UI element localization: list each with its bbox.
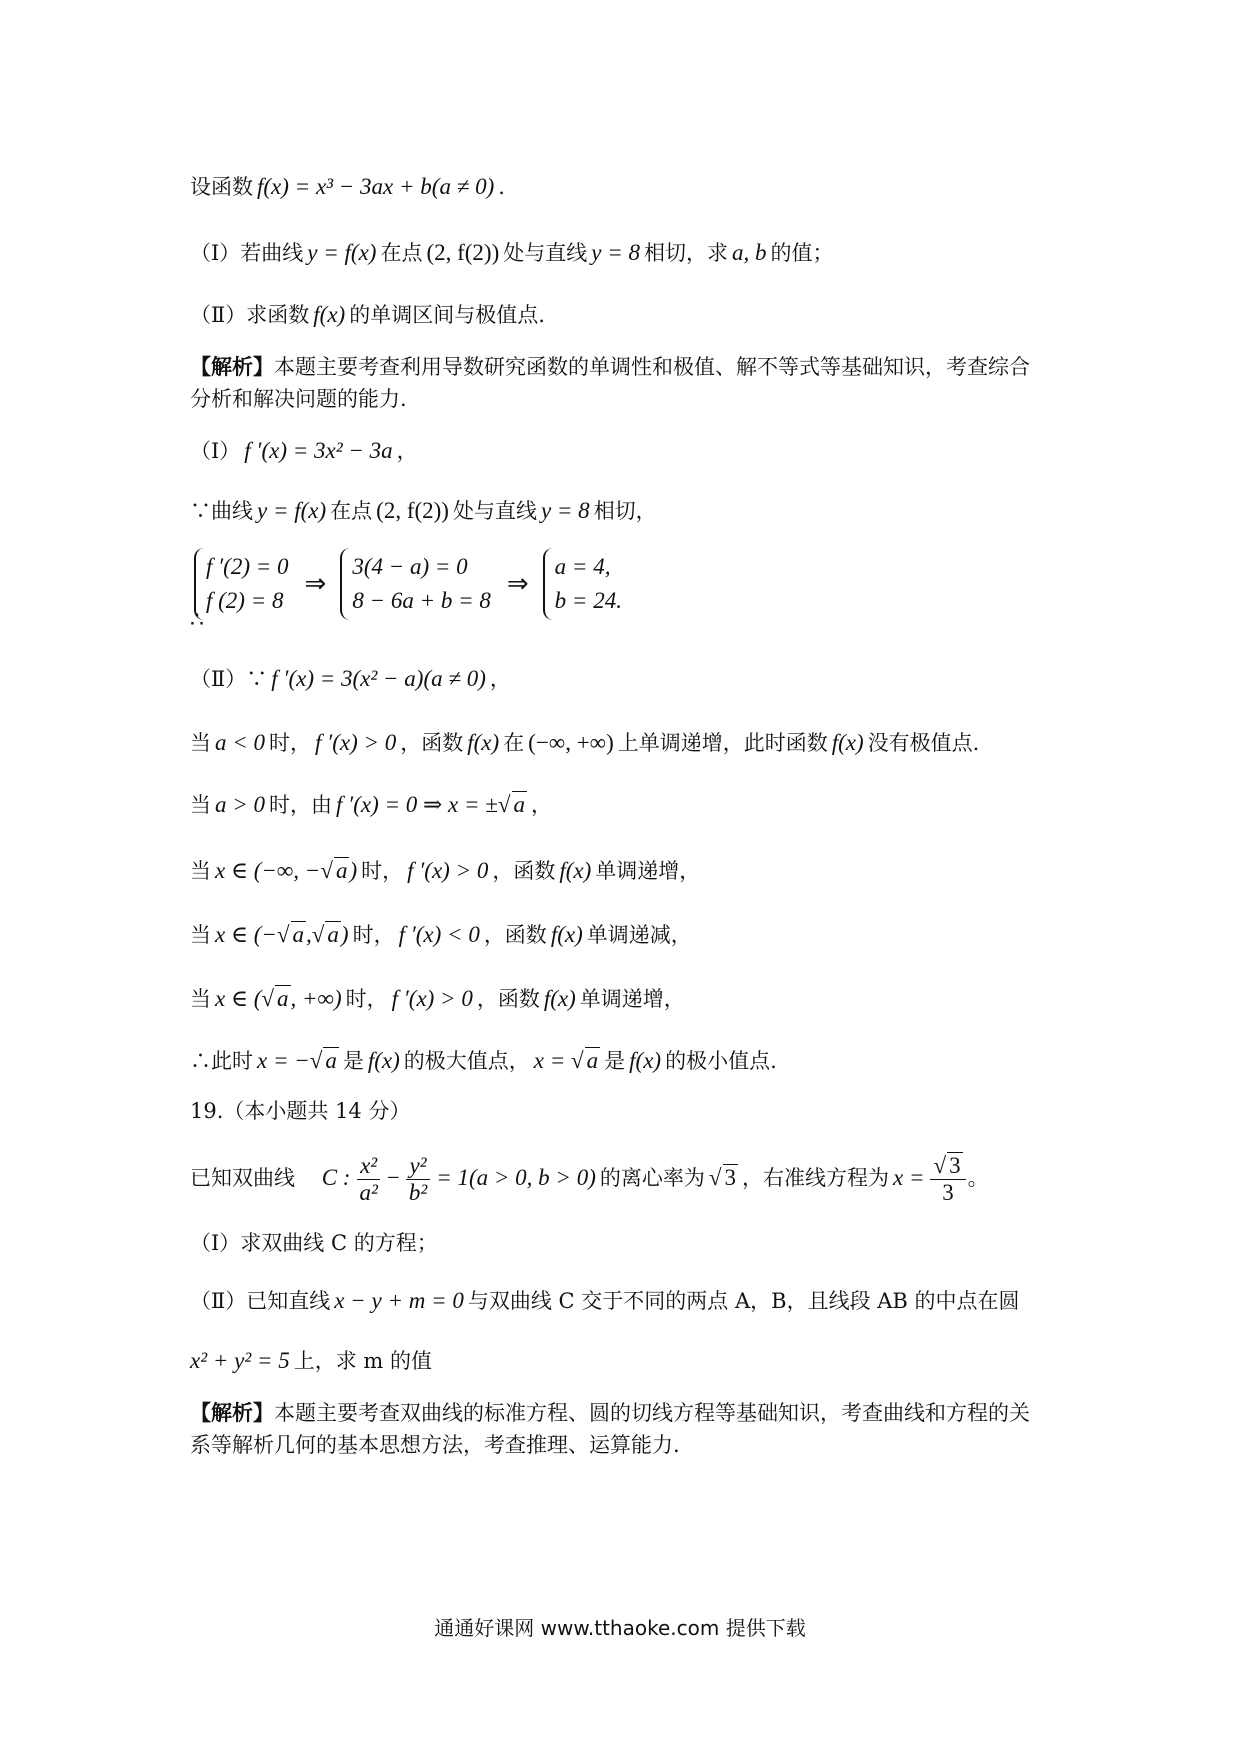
text: 分析和解决问题的能力. [190, 387, 407, 411]
text: 的离心率为 [599, 1166, 705, 1190]
formula: f ′(x) = 3x² − 3a [244, 438, 393, 463]
equation: b = 24. [554, 588, 622, 613]
text: 相切， [593, 499, 657, 523]
formula: f ′(x) > 0 [391, 986, 473, 1011]
formula: f(x) [467, 730, 500, 755]
formula: y = 8 [591, 240, 640, 265]
text: 是 [342, 1049, 364, 1073]
case-a-negative [190, 728, 1050, 758]
sqrt-arg: a [277, 986, 289, 1011]
text: （Ⅰ） [190, 439, 241, 463]
formula: x² + y² = 5 [190, 1348, 290, 1373]
equation: a = 4, [554, 554, 611, 579]
formula: (2, f(2)) [376, 498, 449, 523]
text: 的极大值点， [403, 1049, 530, 1073]
text: （Ⅰ）求双曲线 C 的方程； [190, 1231, 438, 1255]
equation-system [190, 548, 628, 620]
text: 处与直线 [452, 499, 537, 523]
formula: f(x) [559, 858, 592, 883]
text: 单调递增， [595, 859, 701, 883]
equation: 3(4 − a) = 0 [352, 554, 468, 579]
sqrt-arg: 3 [949, 1153, 961, 1178]
text: 时， [352, 923, 395, 947]
text: 时， [361, 859, 404, 883]
formula: ) [349, 858, 358, 883]
formula: f ′(x) = 3(x² − a)(a ≠ 0) [271, 666, 486, 691]
text: ，函数 [492, 859, 556, 883]
implies-symbol: ⇒ [304, 569, 327, 598]
fraction [356, 1153, 380, 1206]
text: 已知双曲线 [190, 1166, 295, 1190]
text: 的值； [770, 241, 834, 265]
formula: x ∈ ( [215, 986, 262, 1011]
formula: y = f(x) [307, 240, 377, 265]
formula: x ∈ (− [215, 922, 277, 947]
text: （Ⅰ）若曲线 [190, 241, 304, 265]
case-a-positive: 当 a > 0 时，由 f ′(x) = 0 ⇒ x = ±√ a ， [190, 792, 552, 817]
formula: a < 0 [215, 730, 266, 755]
formula: f(x) [543, 986, 576, 1011]
fraction: $\frac{√ 3}{3}$ [930, 1153, 965, 1206]
formula: = 1(a > 0, b > 0) [436, 1165, 596, 1190]
text: 。 [967, 1166, 989, 1190]
text: ∴此时 [190, 1049, 253, 1073]
text: （Ⅱ）求函数 [190, 303, 310, 327]
formula: x = − [257, 1048, 310, 1073]
formula: (2, f(2)) [426, 240, 500, 265]
text: 系等解析几何的基本思想方法，考查推理、运算能力. [190, 1433, 680, 1457]
text: 本题主要考查双曲线的标准方程、圆的切线方程等基础知识，考查曲线和方程的关 [274, 1401, 1030, 1425]
interval-3: 当 x ∈ (√ a, +∞) 时， f ′(x) > 0 ，函数 f(x) 单调递增， [190, 986, 685, 1011]
system-2 [340, 548, 491, 620]
sqrt-arg: a [335, 858, 348, 883]
text: 当 [190, 923, 211, 947]
conclusion-line: ∴此时 x = −√ a 是 f(x) 的极大值点， x = √ a 是 f(x) 的极小值点. [190, 1048, 777, 1073]
formula: f(x) [831, 730, 864, 755]
text: 设函数 [190, 175, 253, 199]
text: 本题主要考查利用导数研究函数的单调性和极值、解不等式等基础知识，考查综合 [274, 355, 1030, 379]
formula: a, b [731, 240, 767, 265]
formula: f ′(x) > 0 [315, 730, 397, 755]
text: 当 [190, 987, 211, 1011]
problem-intro [190, 172, 1050, 202]
denominator: a² [359, 1180, 378, 1205]
formula: − [386, 1165, 400, 1190]
interval-2: 当 x ∈ (−√ a,√ a) 时， f ′(x) < 0 ，函数 f(x) 单调递减， [190, 922, 692, 947]
sqrt-arg: a [325, 1048, 337, 1073]
formula: x = [893, 1165, 925, 1190]
page-footer: 通通好课网 www.tthaoke.com 提供下载 [434, 1616, 806, 1640]
formula: y = 8 [540, 498, 590, 523]
sqrt-arg: a [513, 792, 525, 817]
because-line [190, 496, 1050, 526]
therefore-symbol: ∴ [190, 608, 204, 633]
text: 19.（本小题共 14 分） [190, 1099, 411, 1123]
implies-symbol: ⇒ [506, 569, 529, 598]
problem19-analysis-2 [190, 1430, 1050, 1460]
problem19-circle [190, 1346, 1050, 1376]
analysis-line-1 [190, 352, 1050, 382]
problem-part2 [190, 300, 1050, 330]
text: ， [396, 439, 418, 463]
equation: f (2) = 8 [206, 588, 284, 613]
text: 的单调区间与极值点. [349, 303, 545, 327]
text: ，函数 [476, 987, 540, 1011]
system-1 [194, 548, 289, 620]
text: 单调递减， [586, 923, 692, 947]
problem-part1 [190, 238, 1050, 268]
text: . [498, 175, 505, 199]
denominator: b² [408, 1180, 428, 1205]
text: ， [531, 793, 552, 817]
formula: x − y + m = 0 [334, 1288, 464, 1313]
formula: f(x) [629, 1048, 662, 1073]
text: ， [489, 667, 511, 691]
text: ∵曲线 [190, 499, 253, 523]
system-3 [543, 548, 622, 620]
formula: x = [533, 1048, 572, 1073]
analysis-tag: 【解析】 [190, 1400, 274, 1425]
text: ，函数 [483, 923, 547, 947]
analysis-line-2 [190, 384, 1050, 414]
analysis-tag: 【解析】 [190, 354, 274, 379]
text: 时， [345, 987, 388, 1011]
formula: x ∈ (−∞, − [215, 858, 321, 883]
solution-part1 [190, 436, 1050, 466]
formula: y = f(x) [257, 498, 327, 523]
equation: f ′(2) = 0 [206, 554, 289, 579]
formula: f(x) [313, 302, 346, 327]
text: 时，由 [269, 793, 333, 817]
formula: (−∞, +∞) [528, 730, 614, 755]
text: 上，求 m 的值 [293, 1349, 433, 1373]
formula: f(x) [367, 1048, 400, 1073]
denominator: 3 [942, 1180, 954, 1205]
formula: , [306, 922, 312, 947]
formula: f ′(x) > 0 [407, 858, 489, 883]
sqrt-arg: a [586, 1048, 599, 1073]
formula: f(x) = x³ − 3ax + b(a ≠ 0) [257, 174, 495, 199]
problem19-part2 [190, 1286, 1050, 1316]
text: （Ⅱ）∵ [190, 667, 268, 691]
interval-1: 当 x ∈ (−∞, −√ a) 时， f ′(x) > 0 ，函数 f(x) 单调递增， [190, 858, 701, 883]
numerator: y² [406, 1153, 429, 1180]
problem19-header [190, 1096, 1050, 1126]
problem19-part1 [190, 1228, 1050, 1258]
text: 相切，求 [643, 241, 728, 265]
problem19-analysis-1 [190, 1398, 1050, 1428]
equation: 8 − 6a + b = 8 [352, 588, 491, 613]
formula: C : [321, 1165, 351, 1190]
sqrt-arg: a [327, 922, 339, 947]
text: 与双曲线 C 交于不同的两点 A，B，且线段 AB 的中点在圆 [467, 1289, 1020, 1313]
text: 处与直线 [503, 241, 588, 265]
text: 上单调递增，此时函数 [617, 731, 828, 755]
formula: f(x) [550, 922, 583, 947]
text: 单调递增， [579, 987, 685, 1011]
numerator: x² [357, 1153, 380, 1180]
solution-part2 [190, 664, 1050, 694]
formula: ) [340, 922, 349, 947]
text: ，函数 [400, 731, 464, 755]
formula: f ′(x) = 0 ⇒ x = ± [336, 792, 498, 817]
text: 当 [190, 859, 211, 883]
text: （Ⅱ）已知直线 [190, 1289, 331, 1313]
fraction [406, 1153, 430, 1206]
text: 没有极值点. [867, 731, 980, 755]
sqrt-arg: 3 [724, 1165, 736, 1190]
text: ，右准线方程为 [742, 1166, 889, 1190]
sqrt-arg: a [292, 922, 305, 947]
formula: , +∞) [290, 986, 342, 1011]
text: 时， [269, 731, 312, 755]
text: 的极小值点. [665, 1049, 777, 1073]
text: 是 [604, 1049, 626, 1073]
formula: f ′(x) < 0 [398, 922, 480, 947]
problem19-given: 已知双曲线 C : $\frac{\text{x²}}{\text{a²}}$ − $\frac{\text{y²}}{\text{b²}}$ = 1(a > 0, b > 0) 的离心率为 √ 3 ，右准线方程为 x = $\frac{√ 3}{3}$ 。 [190, 1153, 989, 1205]
formula: a > 0 [215, 792, 266, 817]
text: 在点 [380, 241, 423, 265]
text: 在点 [330, 499, 373, 523]
text: 当 [190, 731, 211, 755]
text: 在 [503, 731, 525, 755]
text: 当 [190, 793, 211, 817]
